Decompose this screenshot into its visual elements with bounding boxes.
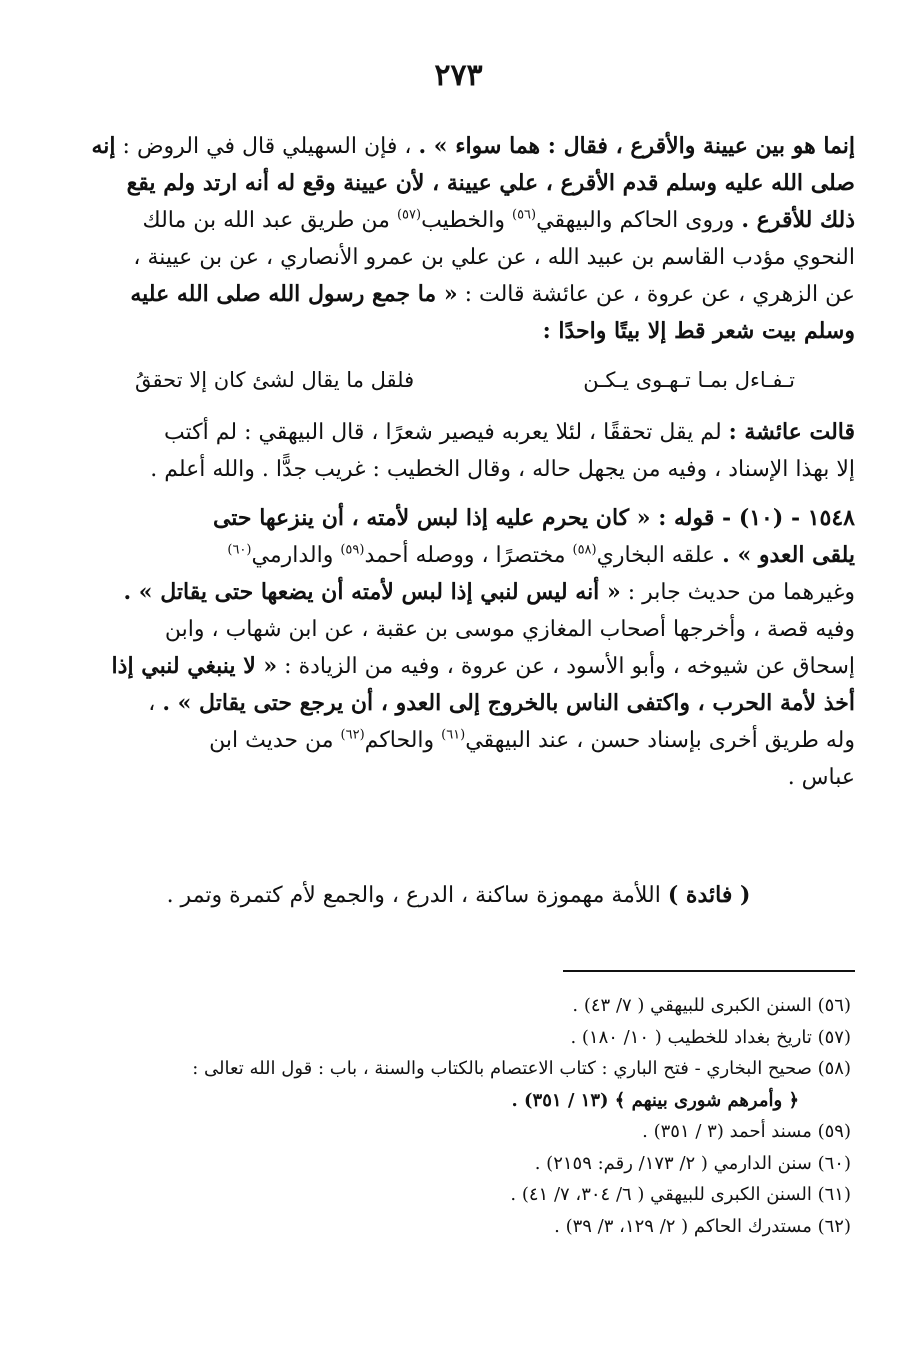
paragraph-gap — [65, 488, 855, 500]
text-line — [65, 537, 855, 574]
text-line — [65, 685, 855, 722]
text-line: وسلم بيت شعر قط إلا بيتًا واحدًا : — [542, 318, 855, 344]
body-text: عن الزهري ، عن عروة ، عن عائشة قالت : — [457, 282, 855, 307]
footnote-divider — [563, 970, 855, 972]
quoted-text: يلقى العدو » . — [722, 542, 855, 568]
body-text: والحاكم — [364, 728, 442, 753]
body-text: ، — [148, 691, 163, 716]
body-text: وغيرهما من حديث جابر : — [620, 580, 855, 605]
footnote-ref[interactable]: (٥٦) — [512, 207, 537, 223]
footnotes — [61, 990, 851, 1242]
faida-text: اللأمة مهموزة ساكنة ، الدرع ، والجمع لأم كتمرة وتمر . — [166, 883, 668, 908]
text-line — [65, 202, 855, 239]
footnote-ref[interactable]: (٦١) — [441, 727, 466, 743]
footnote-ref[interactable]: (٦٠) — [227, 542, 252, 558]
text-line — [65, 276, 855, 313]
quoted-text: قالت عائشة : — [728, 419, 855, 445]
text-line — [65, 414, 855, 451]
body-text: ، فإن السهيلي قال في الروض : — [115, 134, 419, 159]
quoted-text: « لا ينبغي لنبي إذا — [111, 653, 278, 679]
text-line — [65, 128, 855, 165]
text-line: عباس . — [787, 765, 855, 790]
footnote-item: (٥٨) صحيح البخاري - فتح الباري : كتاب الاعتصام بالكتاب والسنة ، باب : قول الله تعالى : — [192, 1058, 851, 1079]
quoted-text: أخذ لأمة الحرب ، واكتفى الناس بالخروج إلى العدو ، أن يرجع حتى يقاتل » . — [162, 690, 855, 716]
body-text: والخطيب — [421, 208, 512, 233]
body-text: علقه البخاري — [596, 543, 723, 568]
footnote-item: (٦١) السنن الكبرى للبيهقي ( ٦/ ٣٠٤، ٧/ ٤١) . — [510, 1184, 851, 1205]
footnote-item: (٥٩) مسند أحمد (٣ / ٣٥١) . — [642, 1121, 851, 1142]
body-text: من طريق عبد الله بن مالك — [142, 208, 397, 233]
body-text: والدارمي — [251, 543, 341, 568]
quoted-text: إنما هو بين عيينة والأقرع ، فقال : هما سواء » . — [418, 133, 855, 159]
body-text: لم يقل تحققًا ، لئلا يعربه فيصير شعرًا ، قال البيهقي : لم أكتب — [163, 420, 729, 445]
body-text: مختصرًا ، ووصله أحمد — [364, 543, 573, 568]
text-line — [65, 574, 855, 611]
footnote-ref[interactable]: (٥٩) — [340, 542, 365, 558]
footnote-ref[interactable]: (٥٨) — [572, 542, 597, 558]
body-text: وله طريق أخرى بإسناد حسن ، عند البيهقي — [465, 728, 855, 753]
faida-note — [0, 882, 917, 908]
poetry-verse — [135, 360, 795, 400]
body-text: وروى الحاكم والبيهقي — [536, 208, 742, 233]
quoted-text: ذلك للأقرع . — [741, 207, 855, 233]
text-line — [65, 722, 855, 759]
text-line: صلى الله عليه وسلم قدم الأقرع ، علي عيينة ، لأن عيينة وقع له أنه ارتد ولم يقع — [126, 170, 855, 196]
verse-first-hemistich: تـفـاءل بمـا تـهـوى يـكـن — [583, 368, 795, 392]
footnote-ref[interactable]: (٥٧) — [396, 207, 422, 223]
hadith-heading: ١٥٤٨ - (١٠) - قوله : « كان يحرم عليه إذا لبس لأمته ، أن ينزعها حتى — [212, 505, 855, 531]
body-text: إسحاق عن شيوخه ، وأبو الأسود ، عن عروة ، وفيه من الزيادة : — [277, 654, 855, 679]
verse-second-hemistich: فلقل ما يقال لشئ كان إلا تحققُ — [135, 368, 415, 392]
text-line: وفيه قصة ، وأخرجها أصحاب المغازي موسى بن عقبة ، عن ابن شهاب ، وابن — [164, 617, 855, 642]
footnote-ref[interactable]: (٦٢) — [340, 727, 365, 743]
footnote-item: (٦٠) سنن الدارمي ( ٢/ ١٧٣/ رقم: ٢١٥٩) . — [534, 1152, 851, 1174]
main-text — [65, 128, 855, 796]
text-line: النحوي مؤدب القاسم بن عبيد الله ، عن علي بن عمرو الأنصاري ، عن بن عيينة ، — [133, 245, 855, 270]
faida-label: ( فائدة ) — [667, 882, 751, 908]
footnote-item: (٥٦) السنن الكبرى للبيهقي ( ٧/ ٤٣) . — [572, 995, 851, 1016]
quoted-text: « أنه ليس لنبي إذا لبس لأمته أن يضعها حتى يقاتل » . — [123, 579, 621, 605]
page-number: ٢٧٣ — [434, 58, 483, 93]
text-line: إلا بهذا الإسناد ، وفيه من يجهل حاله ، وقال الخطيب : غريب جدًّا . والله أعلم . — [150, 457, 855, 482]
footnote-item: (٥٧) تاريخ بغداد للخطيب ( ١٠/ ١٨٠) . — [570, 1026, 851, 1048]
text-line — [65, 648, 855, 685]
footnote-item-continuation: ﴿ وأمرهم شورى بينهم ﴾ (١٣ / ٣٥١) . — [511, 1089, 799, 1111]
footnote-item: (٦٢) مستدرك الحاكم ( ٢/ ١٢٩، ٣/ ٣٩) . — [554, 1215, 851, 1237]
quoted-text: « ما جمع رسول الله صلى الله عليه — [130, 281, 458, 307]
quoted-text: إنه — [91, 133, 116, 159]
body-text: من حديث ابن — [209, 728, 341, 753]
